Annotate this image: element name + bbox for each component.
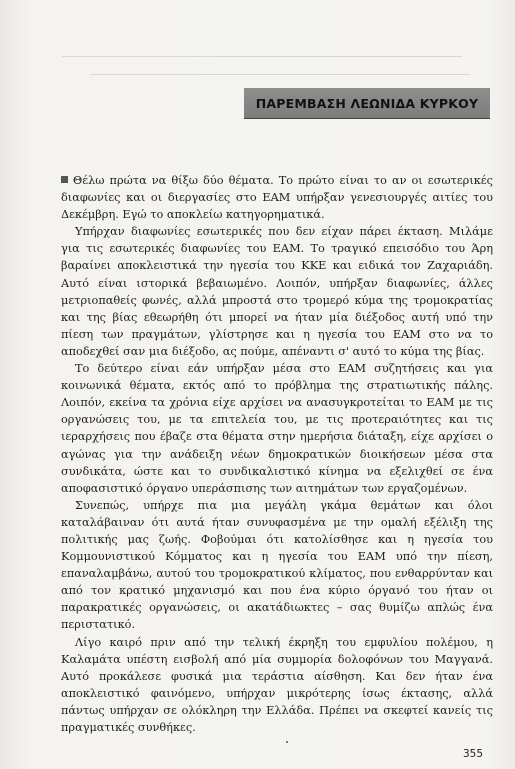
bleed-through-line	[62, 56, 462, 57]
paragraph	[61, 172, 493, 223]
paragraph: Συνεπώς, υπήρχε πια μια μεγάλη γκάμα θεμάτων και όλοι καταλάβαιναν ότι αυτά ήταν συνυφασμένα με την ομαλή εξέλιξη της πολιτικής μας ζωής. Φοβούμαι ότι κατολίσθησε και η ηγεσία του Κομμουνιστικού Κόμματος και η ηγεσία του ΕΑΜ υπό την πίεση, επαναλαμβάνω, αυτού του τρομοκρατικού κλίματος, που ενθαρρύνταν και από τον κρατικό μηχανισμό και που ένα κύριο όργανό του ήταν οι παρακρατικές οργανώσεις, οι ακατάδιωκτες – σας θυμίζω απλώς ένα περιστατικό.	[61, 498, 493, 632]
paragraph: Το δεύτερο είναι εάν υπήρξαν μέσα στο ΕΑΜ συζητήσεις και για κοινωνικά θέματα, εκτός από το πρόβλημα της στρατιωτικής πάλης. Λοιπόν, εκείνα τα χρόνια είχε αρχίσει να ανασυγκροτείται το ΕΑΜ με τις οργανώσεις του, με τα επιτελεία του, με τις προτεραιότητες και τις ιεραρχήσεις που έβαζε στα θέματα στην ημερήσια διάταξη, είχε αρχίσει ο αγώνας για την ανάδειξη νέων δημοκρατικών διοικήσεων μέσα στα συνδικάτα, ώστε και το συνδικαλιστικό κίνημα να εξελιχθεί σε ένα αποφασιστικό όργανο υπεράσπισης των αιτημάτων των εργαζομένων.	[61, 362, 493, 495]
paragraph: Λίγο καιρό πριν από την τελική έκρηξη του εμφυλίου πολέμου, η Καλαμάτα υπέστη εισβολή από μία συμμορία δολοφόνων του Μαγγανά. Αυτό προκάλεσε φυσικά μια τεράστια αίσθηση. Και δεν ήταν ένα αποκλειστικό φαινόμενο, υπήρχαν μικρότερης ίσως έκτασης, αλλά πάντως υπήρχαν σε ολόκληρη την Ελλάδα. Πρέπει να σκεφτεί κανείς τις πραγματικές συνθήκες.	[61, 635, 493, 734]
paragraph: Υπήρχαν διαφωνίες εσωτερικές που δεν είχαν πάρει έκταση. Μιλάμε για τις εσωτερικές διαφωνίες του ΕΑΜ. Το τραγικό επεισόδιο του Άρη βαραίνει αποκλειστικά την ηγεσία του ΚΚΕ και ειδικά τον Ζαχαριάδη. Αυτό είναι ιστορικά βεβαιωμένο. Λοιπόν, υπήρξαν διαφωνίες, άλλες μετριοπαθείς φωνές, αλλά μπροστά στο τρομερό κύμα της τρομοκρατίας και της βίας εθεωρήθη ότι μπορεί να ήταν μία διέξοδος αυτή υπό την πίεση των πραγμάτων, γλίστρησε και η ηγεσία του ΕΑΜ στο να το αποδεχθεί σαν μια διέξοδο, ας πούμε, απέναντι σ' αυτό το κύμα της βίας.	[61, 225, 493, 358]
print-speck	[286, 741, 288, 743]
paragraph-text: Θέλω πρώτα να θίξω δύο θέματα. Το πρώτο είναι το αν οι εσωτερικές διαφωνίες και οι διεργασίες στο ΕΑΜ υπήρξαν γενεσιουργές αιτίες του Δεκέμβρη. Εγώ το αποκλείω κατηγορηματικά.	[61, 174, 493, 222]
square-bullet-icon	[61, 176, 68, 183]
body-text	[61, 172, 493, 736]
bleed-through-line	[90, 74, 470, 75]
section-banner	[244, 88, 490, 119]
section-title: ΠΑΡΕΜΒΑΣΗ ΛΕΩΝΙΔΑ ΚΥΡΚΟΥ	[255, 95, 479, 111]
page-number: 355	[463, 748, 484, 760]
